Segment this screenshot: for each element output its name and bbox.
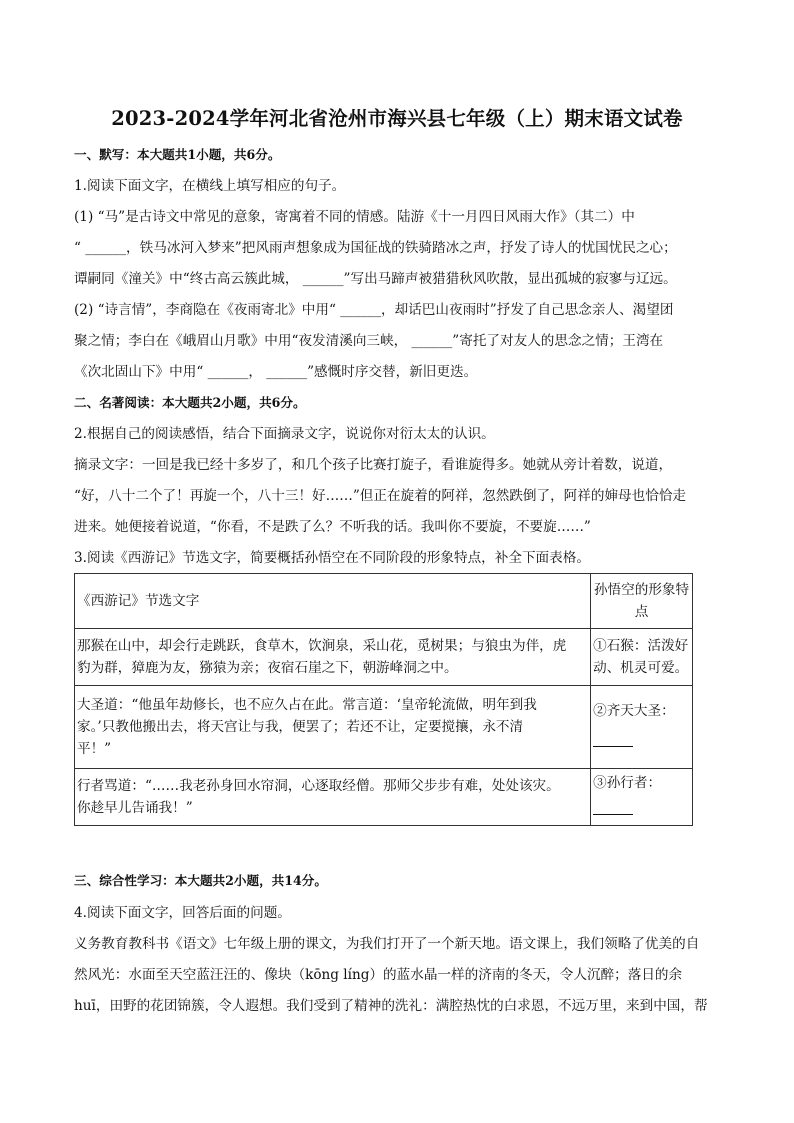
- q2-excerpt-line2: “好，八十二个了！再旋一个，八十三！好……”但正在旋着的阿祥，忽然跌倒了，阿祥的婶母也恰恰走: [74, 488, 687, 504]
- table-row: [75, 769, 693, 826]
- header-traits-line1: 孙悟空的形象特: [593, 582, 690, 598]
- q1-part2-line1: (2) “诗言情”，李商隐在《夜雨寄北》中用“ ______，却话巴山夜雨时”抒发了自己思念亲人、渴望团: [74, 302, 674, 318]
- section-2-head: 二、名著阅读：: [74, 395, 163, 410]
- q1-part2-line2: 聚之情；李白在《峨眉山月歌》中用“夜发清溪向三峡， ______”寄托了对友人的思念之情；王湾在: [74, 333, 664, 349]
- q4-stem: 4.阅读下面文字，回答后面的问题。: [74, 905, 291, 921]
- row2-excerpt-line2: 家。’只教他搬出去，将天宫让与我，便罢了；若还不让，定要搅攘，永不清: [77, 719, 524, 735]
- section-1-head: 一、默写：: [74, 147, 137, 162]
- table-row: [75, 629, 693, 686]
- q2-excerpt-line3: 进来。她便接着说道，“你看，不是跌了么？不听我的话。我叫你不要旋，不要旋……”: [74, 519, 591, 535]
- row1-excerpt-line2: 豹为群，獐鹿为友，猕猿为亲；夜宿石崖之下，朝游峰洞之中。: [77, 660, 458, 676]
- header-traits-line2: 点: [634, 604, 649, 620]
- row2-trait: [591, 686, 693, 769]
- q2-stem: 2.根据自己的阅读感悟，结合下面摘录文字，说说你对衍太太的认识。: [74, 426, 495, 442]
- row3-excerpt: [75, 769, 591, 826]
- q2-excerpt-line1: 摘录文字：一回是我已经十多岁了，和几个孩子比赛打旋子，看谁旋得多。她就从旁计着数，说道，: [74, 457, 673, 473]
- header-excerpt: 《西游记》节选文字: [75, 574, 591, 629]
- row2-excerpt: [75, 686, 591, 769]
- section-2-heading: [74, 393, 734, 413]
- row2-excerpt-line3: 平！”: [77, 741, 112, 757]
- section-3-heading: [74, 871, 734, 891]
- row2-excerpt-line1: 大圣道：“他虽年劫修长，也不应久占在此。常言道：‘皇帝轮流做，明年到我: [77, 697, 537, 713]
- section-2-desc: 本大题共2小题，共6分。: [162, 395, 306, 410]
- row1-trait-line1: ①石猴：活泼好: [593, 638, 689, 654]
- table-header-row: [75, 574, 693, 629]
- row3-excerpt-line1: 行者骂道：“……我老孙身回水帘洞，心逐取经僧。那师父步步有难，处处该灾。: [77, 778, 560, 794]
- q1-part1-line2: “ ______，铁马冰河入梦来”把风雨声想象成为国征战的铁骑踏冰之声，抒发了诗人的忧国忧民之心；: [74, 240, 677, 256]
- table-row: [75, 686, 693, 769]
- q1-part2-line3: 《次北固山下》中用“ ______， ______”感慨时序交替，新旧更迭。: [74, 364, 478, 380]
- row3-answer-blank[interactable]: [593, 808, 633, 815]
- section-1-heading: [74, 145, 734, 165]
- q4-passage-line3: huī，田野的花团锦簇，令人遐想。我们受到了精神的洗礼：满腔热忱的白求恩，不远万里，来到中国，帮: [74, 998, 708, 1014]
- q3-stem: 3.阅读《西游记》节选文字，简要概括孙悟空在不同阶段的形象特点，补全下面表格。: [74, 550, 590, 566]
- section-3-head: 三、综合性学习：: [74, 873, 175, 888]
- header-traits: [591, 574, 693, 629]
- row1-trait: [591, 629, 693, 686]
- row2-trait-label: ②齐天大圣：: [593, 703, 675, 719]
- row2-answer-blank[interactable]: [593, 740, 633, 747]
- q1-part1-line3: 谭嗣同《潼关》中“终古高云簇此城， ______”写出马蹄声被猎猎秋风吹散，显出孤城的寂寥与辽远。: [74, 271, 677, 287]
- q1-stem: 1.阅读下面文字，在横线上填写相应的句子。: [74, 178, 346, 194]
- row1-excerpt: [75, 629, 591, 686]
- q3-table: [74, 573, 693, 826]
- row1-trait-line2: 动、机灵可爱。: [593, 660, 689, 676]
- q4-passage-line2: 然风光：水面至天空蓝汪汪的、像块（kōng líng）的蓝水晶一样的济南的冬天，令人沉醉；落日的余: [74, 967, 683, 983]
- section-1-desc: 本大题共1小题，共6分。: [136, 147, 281, 162]
- page-title: 2023-2024学年河北省沧州市海兴县七年级（上）期末语文试卷: [111, 107, 683, 130]
- row3-excerpt-line2: 你趁早儿告诵我！”: [77, 800, 193, 816]
- row3-trait-label: ③孙行者：: [593, 775, 662, 791]
- q4-passage-line1: 义务教育教科书《语文》七年级上册的课文，为我们打开了一个新天地。语文课上，我们领略了优美的自: [74, 936, 700, 952]
- q1-part1-line1: (1) “马”是古诗文中常见的意象，寄寓着不同的情感。陆游《十一月四日风雨大作》（其二）中: [74, 209, 635, 225]
- row3-trait: [591, 769, 693, 826]
- section-3-desc: 本大题共2小题，共14分。: [174, 873, 327, 888]
- row1-excerpt-line1: 那猴在山中，却会行走跳跃，食草木，饮涧泉，采山花，觅树果；与狼虫为伴，虎: [77, 638, 567, 654]
